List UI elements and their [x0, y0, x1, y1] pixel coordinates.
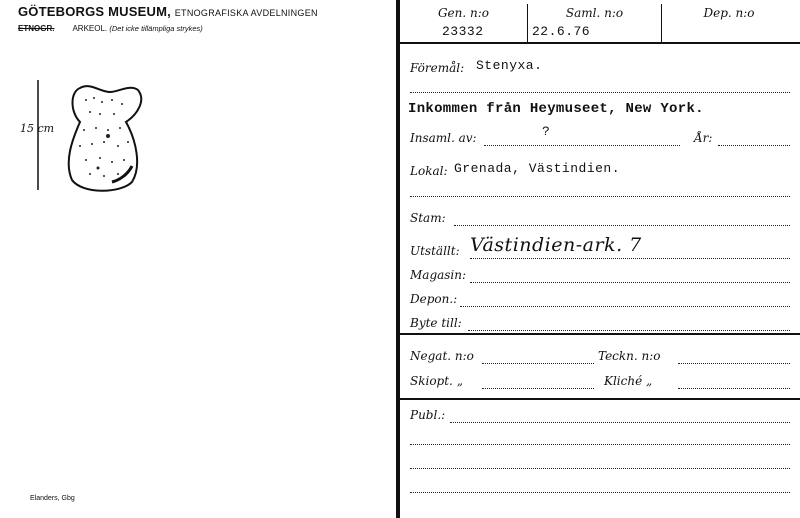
arkeol-label: ARKEOL. [72, 24, 108, 33]
foremal-second-line [410, 92, 790, 93]
magasin-dots [470, 282, 790, 283]
gen-value: 23332 [442, 24, 484, 39]
foremal-label: Föremål: [410, 61, 465, 75]
inkommen-text: Inkommen från Heymuseet, New York. [408, 101, 704, 117]
depon-label: Depon.: [410, 292, 458, 306]
publ-line-4 [410, 492, 790, 493]
department-line [18, 24, 203, 33]
catalogue-card [396, 0, 800, 518]
scale-label: 15 cm [20, 122, 55, 135]
teckn-label: Teckn. n:o [598, 349, 661, 363]
publ-line-3 [410, 468, 790, 469]
magasin-label: Magasin: [410, 268, 467, 282]
kliche-label: Kliché „ [604, 374, 653, 388]
strike-note: (Det icke tillämpliga strykes) [109, 24, 203, 33]
museum-name: GÖTEBORGS MUSEUM, [18, 4, 171, 19]
lower-rule [400, 398, 800, 400]
depon-dots [460, 306, 790, 307]
card-left-border [396, 0, 400, 518]
header-rule [400, 42, 800, 44]
ar-label: År: [694, 131, 713, 145]
lokal-value: Grenada, Västindien. [454, 161, 621, 176]
publ-line-2 [410, 444, 790, 445]
struck-etnogr: ETNOGR. [18, 24, 55, 33]
stam-dots [454, 225, 790, 226]
axe-shadow [112, 166, 132, 182]
axe-stippling [79, 97, 129, 177]
gen-label: Gen. n:o [437, 6, 490, 20]
publ-dots [450, 422, 790, 423]
kliche-dots [678, 388, 790, 389]
printer-mark: Elanders, Gbg [30, 495, 75, 502]
negat-label: Negat. n:o [410, 349, 474, 363]
insaml-label: Insaml. av: [410, 131, 477, 145]
negat-dots [482, 363, 594, 364]
lokal-label: Lokal: [410, 164, 448, 178]
stone-axe-sketch [0, 70, 170, 210]
utstallt-dots [470, 258, 790, 259]
publ-label: Publ.: [410, 408, 446, 422]
axe-outline [69, 86, 142, 191]
skiopt-dots [482, 388, 594, 389]
insaml-dots [484, 145, 680, 146]
skiopt-label: Skiopt. „ [410, 374, 463, 388]
utstallt-label: Utställt: [410, 244, 460, 258]
middle-rule [400, 333, 800, 335]
stam-label: Stam: [410, 211, 446, 225]
dep-label: Dep. n:o [703, 6, 755, 20]
byte-label: Byte till: [410, 316, 462, 330]
foremal-value: Stenyxa. [476, 58, 543, 73]
byte-dots [468, 330, 790, 331]
saml-label: Saml. n:o [565, 6, 624, 20]
museum-header [18, 4, 318, 19]
lokal-second-line [410, 196, 790, 197]
saml-value: 22.6.76 [532, 24, 591, 39]
department-name: ETNOGRAFISKA AVDELNINGEN [174, 8, 318, 18]
insaml-value: ? [542, 124, 551, 139]
ar-dots [718, 145, 790, 146]
teckn-dots [678, 363, 790, 364]
utstallt-handwritten: Västindien-ark. 7 [470, 234, 642, 256]
